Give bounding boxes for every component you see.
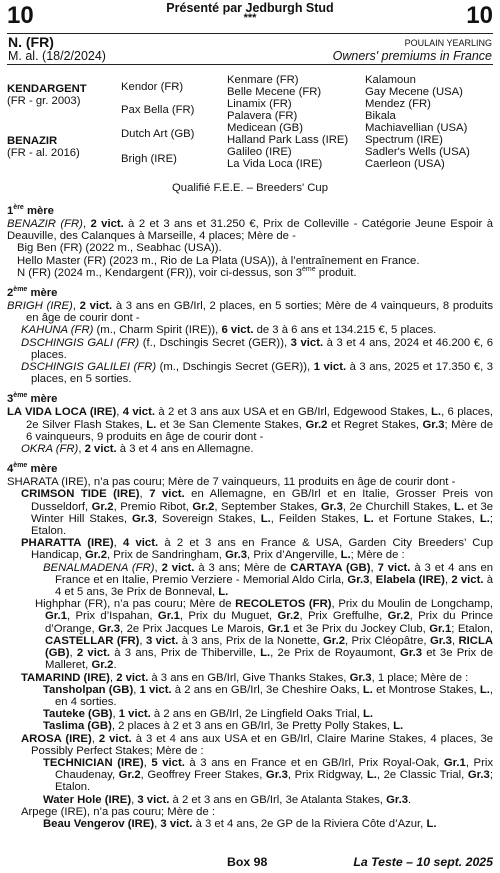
pedigree-gen4: Mendez (FR) [365, 98, 431, 110]
produce-entry: PHARATTA (IRE), 4 vict. à 2 et 3 ans en France & USA, Garden City Breeders’ Cup Handicap, Gr.2, Prix de Sandringham, Gr.3, Prix d’Angerville, L.; Mère de : [21, 537, 494, 562]
produce-entry: DSCHINGIS GALI (FR) (f., Dschingis Secret (GER)), 3 vict. à 3 et 4 ans, 2024 et 46.200 €, 6 places. [21, 336, 494, 361]
produce-entry: AROSA (IRE), 2 vict. à 3 et 4 ans aux USA et en GB/Irl, Claire Marine Stakes, 4 places, 3e Possibly Perfect Stakes; Mère de : [21, 732, 494, 757]
pedigree-gen3: Palavera (FR) [227, 110, 298, 122]
produce-entry: OKRA (FR), 2 vict. à 3 et 4 ans en Allemagne. [21, 443, 254, 456]
produce-entry: Beau Vengerov (IRE), 3 vict. à 3 et 4 ans, 2e GP de la Riviera Côte d’Azur, L. [43, 817, 437, 830]
owners-premiums: Owners' premiums in France [332, 49, 492, 63]
dam-section-1 [7, 205, 493, 279]
produce-entry: TAMARIND (IRE), 2 vict. à 3 ans en GB/Irl, Give Thanks Stakes, Gr.3, 1 place; Mère de : [21, 671, 469, 684]
heading-label: mère [27, 287, 58, 300]
heading-number: 4 [7, 463, 14, 476]
produce-entry: N (FR) (2024 m., Kendargent (FR)), voir ci-dessus, son 3ème produit. [17, 266, 357, 279]
pedigree-gen4: Spectrum (IRE) [365, 134, 443, 146]
section-heading [7, 393, 493, 406]
produce-entry: Tansholpan (GB), 1 vict. à 2 ans en GB/Irl, 3e Cheshire Oaks, L. et Montrose Stakes, L., en 4 sorties. [43, 683, 493, 708]
produce-entry: Highphar (FR), n’a pas couru; Mère de RECOLETOS (FR), Prix du Moulin de Longchamp, Gr.1, Prix d’Ispahan, Gr.1, Prix du Muguet, Gr.2, Prix Greffulhe, Gr.2, Prix du Prince d’Orange, Gr.3, 2e Prix Jacques Le Marois, Gr.1 et 3e Prix du Jockey Club, Gr.1; Etalon, CASTELLAR (FR), 3 vict. à 3 ans, Prix de la Nonette, Gr.2, Prix Cléopâtre, Gr.3, RICLA (GB), 2 vict. à 3 ans, Prix de Thiberville, L., 2e Prix de Royaumont, Gr.3 et 3e Prix de Malleret, Gr.2. [35, 598, 494, 672]
pedigree-gen2: Brigh (IRE) [121, 153, 177, 165]
produce-entry: BENALMADENA (FR), 2 vict. à 3 ans; Mère de CARTAYA (GB), 7 vict. à 3 et 4 ans en France et en Italie, Premio Verziere - Memorial Aldo Cirla, Gr.3, Elabela (IRE), 2 vict. à 4 et 5 ans, 3e Prix de Bonneval, L. [43, 561, 494, 599]
pedigree-gen3: Medicean (GB) [227, 122, 303, 134]
consignor-stars: *** [243, 12, 257, 24]
produce-entry: LA VIDA LOCA (IRE), 4 vict. à 2 et 3 ans aux USA et en GB/Irl, Edgewood Stakes, L., 6 places, 2e Silver Flash Stakes, L. et 3e San Clemente Stakes, Gr.2 et Regret Stakes, Gr.3; Mère de 6 vainqueurs, 9 produits en âge de courir dont - [7, 406, 493, 443]
pedigree-gen3: Halland Park Lass (IRE) [227, 134, 349, 146]
horse-sex-dob: M. al. (18/2/2024) [8, 49, 106, 63]
dam-section-4 [7, 463, 493, 830]
heading-suffix: ère [13, 204, 24, 212]
pedigree-sire-info: (FR - gr. 2003) [7, 95, 81, 107]
section-heading [7, 205, 493, 218]
consignor [0, 2, 500, 22]
pedigree-gen2: Dutch Art (GB) [121, 128, 195, 140]
heading-number: 1 [7, 205, 14, 217]
pedigree-gen4: Sadler's Wells (USA) [365, 146, 470, 158]
produce-entry: CRIMSON TIDE (IRE), 7 vict. en Allemagne, en GB/Irl et en Italie, Grosser Preis von Dusseldorf, Gr.2, Premio Ribot, Gr.2, September Stakes, Gr.3, 2e Churchill Stakes, L. et 3e Winter Hill Stakes, Gr.3, Sovereign Stakes, L., Feilden Stakes, L. et Fortune Stakes, L.; Etalon. [21, 488, 494, 538]
produce-entry: SHARATA (IRE), n’a pas couru; Mère de 7 vainqueurs, 11 produits en âge de courir dont - [7, 476, 456, 489]
pedigree-gen3: Linamix (FR) [227, 98, 292, 110]
pedigree-gen3: La Vida Loca (IRE) [227, 158, 323, 170]
heading-label: mère [27, 463, 58, 476]
produce-entry: Hello Master (FR) (2023 m., Rio de La Plata (USA)), à l’entraînement en France. [17, 254, 420, 267]
produce-entry: Taslima (GB), 2 places à 2 et 3 ans en GB/Irl, 3e Pretty Polly Stakes, L. [43, 720, 404, 733]
heading-number: 2 [7, 287, 14, 300]
produce-entry: BENAZIR (FR), 2 vict. à 2 et 3 ans et 31.250 €, Prix de Colleville - Catégorie Jeune Espoir à Deauville, des Calanques à Marseille, 4 places; Mère de - [7, 218, 493, 243]
footer [0, 856, 500, 872]
produce-entry: Big Ben (FR) (2022 m., Seabhac (USA)). [17, 242, 222, 255]
produce-entry: TECHNICIAN (IRE), 5 vict. à 3 ans en France et en GB/Irl, Prix Royal-Oak, Gr.1, Prix Chaudenay, Gr.2, Geoffrey Freer Stakes, Gr.3, Prix Ridgway, L., 2e Classic Trial, Gr.3; Etalon. [43, 756, 493, 794]
horse-name: N. (FR) [8, 34, 54, 50]
pedigree-gen3: Galileo (IRE) [227, 146, 292, 158]
pedigree-gen4: Kalamoun [365, 74, 416, 86]
produce-entry: BRIGH (IRE), 2 vict. à 3 ans en GB/Irl, 2 places, en 5 sorties; Mère de 4 vainqueurs, 8 produits en âge de courir dont - [7, 300, 494, 325]
box-number: Box 98 [227, 855, 268, 869]
pedigree-dam: BENAZIR [7, 135, 58, 147]
heading-number: 3 [7, 393, 14, 406]
dam-section-3 [7, 393, 493, 455]
produce-entry: DSCHINGIS GALILEI (FR) (m., Dschingis Secret (GER)), 1 vict. à 3 ans, 2025 et 17.350 €, 3 places, en 5 sorties. [21, 361, 494, 386]
lot-number-right: 10 [466, 2, 493, 29]
pedigree-gen2: Pax Bella (FR) [121, 104, 195, 116]
pedigree-sire: KENDARGENT [7, 83, 87, 95]
produce-record [7, 205, 493, 830]
qualification: Qualifié F.E.E. – Breeders' Cup [172, 182, 328, 194]
heading-suffix: ème [13, 392, 28, 400]
heading-suffix: ème [13, 286, 28, 294]
horse-identity [7, 33, 493, 65]
pedigree-dam-info: (FR - al. 2016) [7, 147, 80, 159]
pedigree-gen4: Machiavellian (USA) [365, 122, 468, 134]
produce-entry: Tauteke (GB), 1 vict. à 2 ans en GB/Irl, 2e Lingfield Oaks Trial, L. [43, 708, 374, 721]
dam-section-2 [7, 287, 493, 385]
produce-entry: Water Hole (IRE), 3 vict. à 2 et 3 ans en GB/Irl, 3e Atalanta Stakes, Gr.3. [43, 793, 412, 806]
pedigree-gen2: Kendor (FR) [121, 81, 184, 93]
lot-number-left: 10 [7, 2, 34, 29]
pedigree-gen3: Kenmare (FR) [227, 74, 299, 86]
horse-type: POULAIN YEARLING [404, 38, 492, 48]
heading-suffix: ème [13, 462, 28, 470]
produce-entry: KAHUNA (FR) (m., Charm Spirit (IRE)), 6 vict. de 3 à 6 ans et 134.215 €, 5 places. [21, 324, 437, 337]
produce-entry: Arpege (IRE), n’a pas couru; Mère de : [21, 805, 216, 818]
sale-place-date: La Teste – 10 sept. 2025 [353, 855, 493, 869]
section-heading [7, 287, 493, 300]
heading-label: mère [27, 393, 58, 406]
pedigree-gen4: Caerleon (USA) [365, 158, 445, 170]
pedigree-gen3: Belle Mecene (FR) [227, 86, 322, 98]
consignor-name: Présenté par Jedburgh Stud [166, 1, 334, 15]
pedigree-gen4: Bikala [365, 110, 396, 122]
heading-label: mère [23, 205, 54, 217]
pedigree-gen4: Gay Mecene (USA) [365, 86, 463, 98]
section-heading [7, 463, 493, 476]
